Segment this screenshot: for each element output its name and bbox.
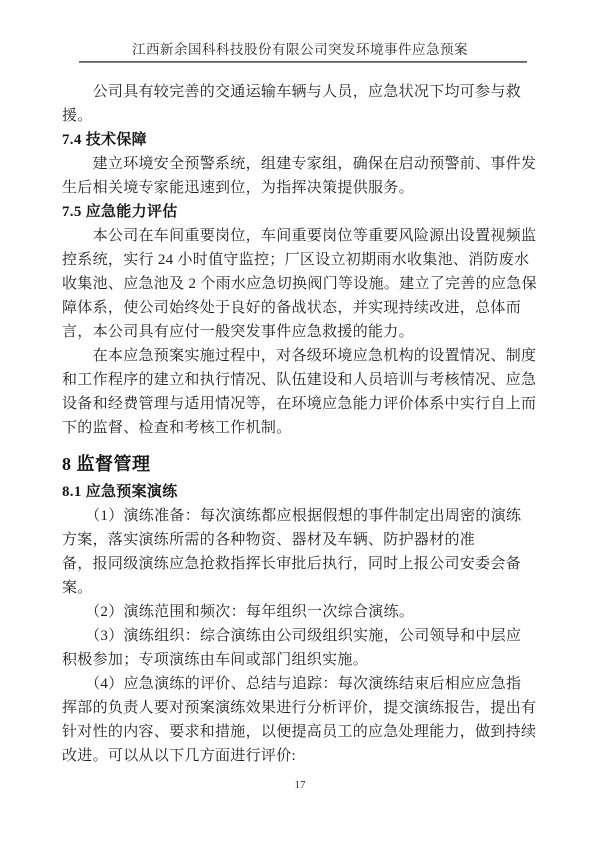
text-line: 障体系，使公司始终处于良好的备战状态，并实现持续改进，总体而 (62, 300, 522, 316)
paragraph (62, 344, 538, 440)
text-line: 案。 (62, 580, 93, 596)
text-line: 下的监督、检查和考核工作机制。 (62, 420, 292, 436)
paragraph (62, 600, 538, 624)
text-line: 和工作程序的建立和执行情况、队伍建设和人员培训与考核情况、应急 (62, 372, 537, 388)
text-line: 方案，落实演练所需的各种物资、器材及车辆、防护器材的准 (62, 532, 476, 548)
text-line: 生后相关境专家能迅速到位，为指挥决策提供服务。 (62, 180, 414, 196)
header-rule (79, 61, 527, 63)
text-line: （1）演练准备：每次演练都应根据假想的事件制定出周密的演练 (62, 508, 522, 524)
section-heading: 7.4 技术保障 (62, 132, 147, 148)
chapter-heading: 8 监督管理 (62, 454, 151, 474)
text-line: （3）演练组织：综合演练由公司级组织实施，公司领导和中层应 (62, 628, 522, 644)
paragraph (62, 672, 538, 768)
paragraph (62, 224, 538, 344)
paragraph (62, 624, 538, 672)
text-line: 针对性的内容、要求和措施，以便提高员工的应急处理能力，做到持续 (62, 724, 537, 740)
paragraph (62, 504, 538, 600)
text-line: 备，报同级演练应急抢救指挥长审批后执行，同时上报公司安委会备 (62, 556, 522, 572)
header-title: 江西新余国科科技股份有限公司突发环境事件应急预案 (132, 42, 468, 57)
page-footer (0, 775, 600, 793)
text-line: （2）演练范围和频次：每年组织一次综合演练。 (62, 604, 415, 620)
section-heading: 7.5 应急能力评估 (62, 204, 178, 220)
text-line: 言，本公司具有应付一般突发事件应急救援的能力。 (62, 324, 414, 340)
text-line: 收集池、应急池及 2 个雨水应急切换阀门等设施。建立了完善的应急保 (62, 276, 537, 292)
text-line: 本公司在车间重要岗位，车间重要岗位等重要风险源出设置视频监 (62, 228, 537, 244)
text-line: （4）应急演练的评价、总结与追踪：每次演练结束后相应应急指 (62, 676, 522, 692)
paragraph (62, 152, 538, 200)
page-number: 17 (294, 779, 306, 791)
text-line: 设备和经费管理与适用情况等，在环境应急能力评价体系中实行自上而 (62, 396, 537, 412)
section-heading: 8.1 应急预案演练 (62, 484, 178, 500)
paragraph (62, 80, 538, 128)
text-line: 积极参加；专项演练由车间或部门组织实施。 (62, 652, 369, 668)
text-line: 改进。可以从以下几方面进行评价: (62, 748, 296, 764)
text-line: 控系统，实行 24 小时值守监控；厂区设立初期雨水收集池、消防废水 (62, 252, 530, 268)
text-line: 援。 (62, 108, 93, 124)
text-line: 在本应急预案实施过程中，对各级环境应急机构的设置情况、制度 (62, 348, 537, 364)
text-line: 公司具有较完善的交通运输车辆与人员，应急状况下均可参与救 (62, 84, 522, 100)
document-body (62, 80, 538, 768)
text-line: 建立环境安全预警系统，组建专家组，确保在启动预警前、事件发 (62, 156, 537, 172)
text-line: 挥部的负责人要对预案演练效果进行分析评价，提交演练报告，提出有 (62, 700, 537, 716)
